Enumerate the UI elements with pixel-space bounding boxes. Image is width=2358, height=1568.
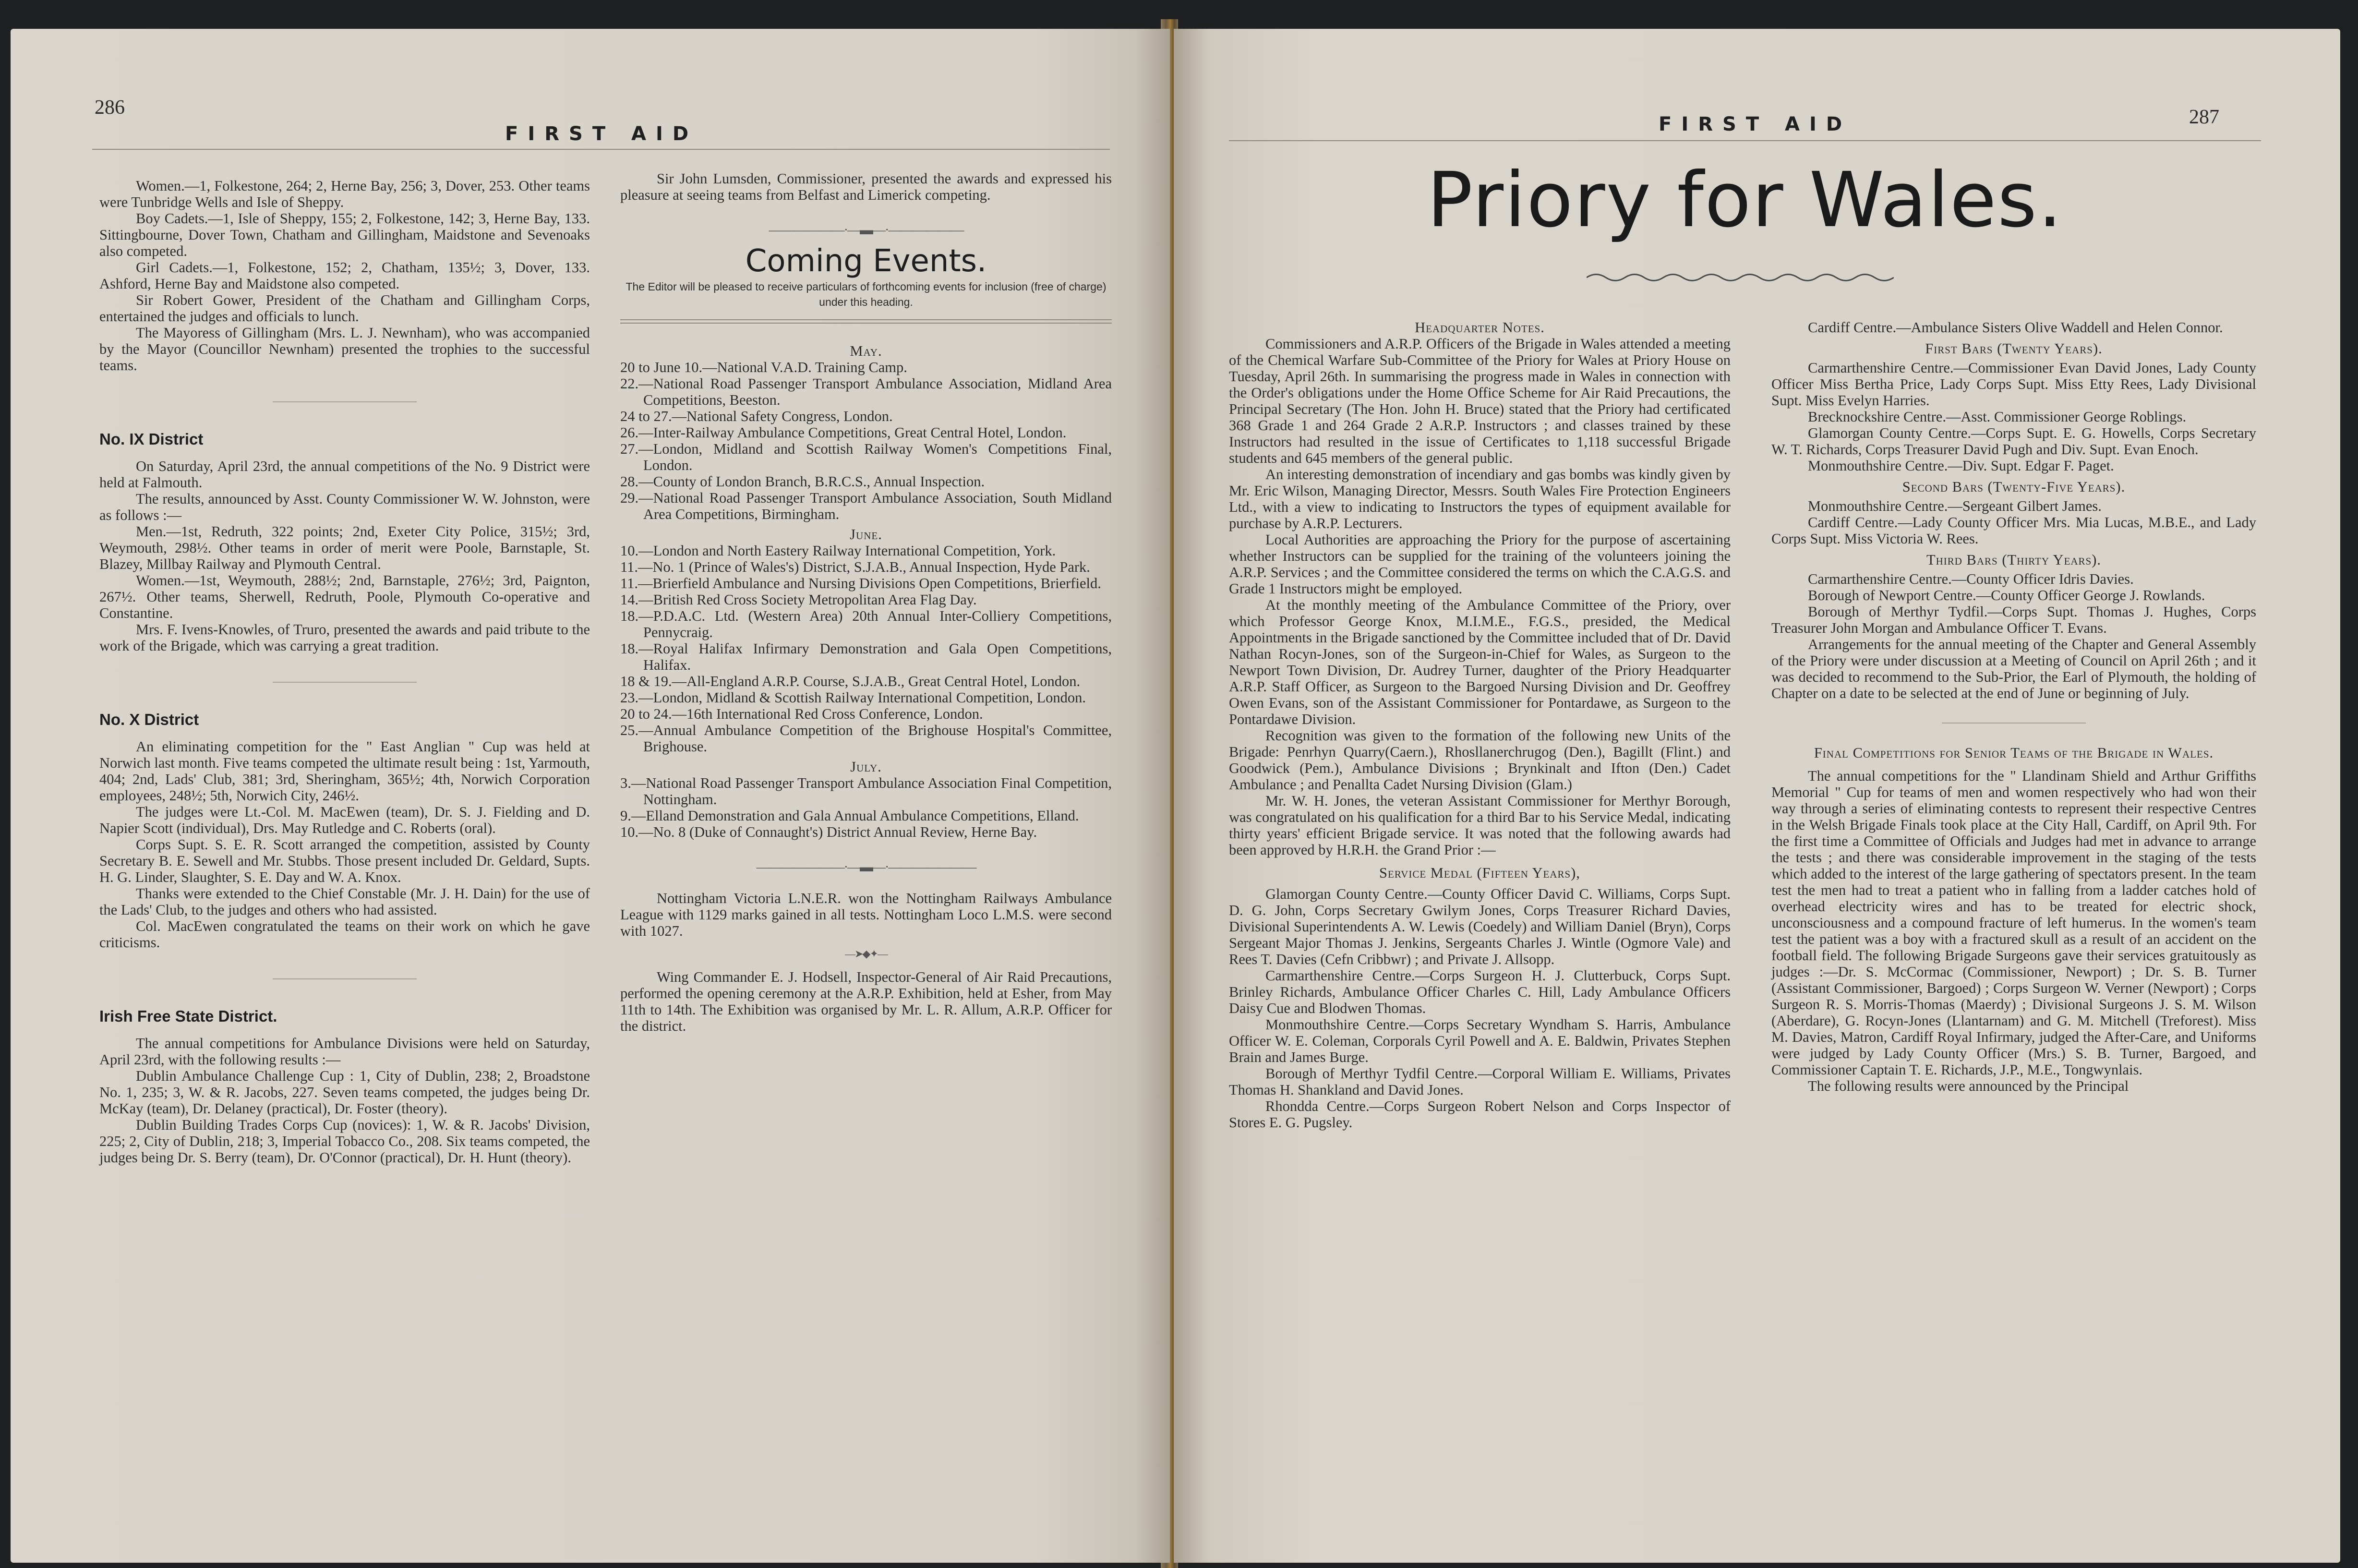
section-heading: Second Bars (Twenty-Five Years). <box>1902 479 2126 495</box>
section-heading: First Bars (Twenty Years). <box>1925 340 2103 357</box>
list-item: 23.—London, Midland & Scottish Railway International Competition, London. <box>620 689 1086 706</box>
coming-events-title: Coming Events. <box>745 243 987 279</box>
list-item: 28.—County of London Branch, B.R.C.S., Annual Inspection. <box>620 473 985 490</box>
paragraph: An eliminating competition for the " East Anglian " Cup was held at Norwich last month. Five teams competed the ultimate result being : 1st, Yarmouth, 404; 2nd, Lads' Club, 381; 3rd, Sheringham, 365½; 4th, Norwich Corporation employees, 248½; 5th, Norwich City, 246½. <box>99 738 590 804</box>
ornament-divider: —➤◆✦— <box>845 948 887 960</box>
paragraph: Cardiff Centre.—Lady County Officer Mrs. Mia Lucas, M.B.E., and Lady Corps Supt. Miss Victoria W. Rees. <box>1771 514 2256 547</box>
paragraph: On Saturday, April 23rd, the annual competitions of the No. 9 District were held at Falmouth. <box>99 458 590 491</box>
list-item: 24 to 27.—National Safety Congress, London. <box>620 408 893 424</box>
header-rule <box>1229 140 2261 141</box>
paragraph: Carmarthenshire Centre.—County Officer Idris Davies. <box>1808 571 2134 587</box>
paragraph: Borough of Newport Centre.—County Officer George J. Rowlands. <box>1808 587 2205 603</box>
paragraph: Wing Commander E. J. Hodsell, Inspector-General of Air Raid Precautions, performed the opening ceremony at the A.R.P. Exhibition, held at Esher, from May 11th to 14th. The Exhibition was organised by Mr. L. R. Allum, A.R.P. Officer for the district. <box>620 969 1112 1034</box>
ornament-divider: ———————·—▬—·——————— <box>756 860 976 875</box>
paragraph: Corps Supt. S. E. R. Scott arranged the competition, assisted by County Secretary B. E. Sewell and Mr. Stubbs. Those present included Dr. Geldard, Supts. H. G. Linder, Slaughter, S. E. Day and W. A. Knox. <box>99 836 590 885</box>
paragraph: The annual competitions for Ambulance Divisions were held on Saturday, April 23rd, with the following results :— <box>99 1035 590 1068</box>
section-heading: No. X District <box>99 711 199 728</box>
paragraph: Col. MacEwen congratulated the teams on their work on which he gave criticisms. <box>99 918 590 951</box>
list-item: 18.—Royal Halifax Infirmary Demonstration and Gala Open Competitions, Halifax. <box>620 640 1112 673</box>
june-events <box>620 543 1112 755</box>
list-item: 10.—No. 8 (Duke of Connaught's) District Annual Review, Herne Bay. <box>620 824 1037 840</box>
month-label: June. <box>850 526 882 543</box>
section-heading: Service Medal (Fifteen Years), <box>1379 865 1580 881</box>
header-rule <box>92 149 1110 150</box>
paragraph: The judges were Lt.-Col. M. MacEwen (team), Dr. S. J. Fielding and D. Napier Scott (individual), Drs. May Rutledge and C. Roberts (oral). <box>99 804 590 836</box>
paragraph: Carmarthenshire Centre.—Corps Surgeon H. J. Clutterbuck, Corps Supt. Brinley Richards, Ambulance Officer Charles C. Hill, Lady Ambulance Officers Daisy Cue and Blodwen Thomas. <box>1229 967 1731 1016</box>
july-events <box>620 775 1112 840</box>
list-item: 26.—Inter-Railway Ambulance Competitions, Great Central Hotel, London. <box>620 424 1067 441</box>
month-label: May. <box>850 343 882 359</box>
paragraph: Nottingham Victoria L.N.E.R. won the Nottingham Railways Ambulance League with 1129 marks gained in all tests. Nottingham Loco L.M.S. were second with 1027. <box>620 890 1112 939</box>
paragraph: Women.—1, Folkestone, 264; 2, Herne Bay, 256; 3, Dover, 253. Other teams were Tunbridge Wells and Isle of Sheppy. <box>99 178 590 210</box>
right-column-1 <box>1229 319 1731 1131</box>
list-item: 11.—No. 1 (Prince of Wales's) District, S.J.A.B., Annual Inspection, Hyde Park. <box>620 559 1090 575</box>
right-page <box>1174 29 2340 1563</box>
paragraph: At the monthly meeting of the Ambulance Committee of the Priory, over which Professor George Knox, M.I.M.E., F.G.S., presided, the Medical Appointments in the Brigade sanctioned by the Committee included that of Dr. David Nathan Rocyn-Jones, son of the Surgeon-in-Chief for Wales, as Surgeon to the Newport Town Division, Dr. Audrey Turner, daughter of the Priory Headquarter A.R.P. Staff Officer, as Surgeon to the Bargoed Nursing Division and Dr. Geoffrey Owen Evans, son of the Assistant Commissioner for Pontardawe, as Surgeon to the Pontardawe Division. <box>1229 597 1731 727</box>
list-item: 9.—Elland Demonstration and Gala Annual Ambulance Competitions, Elland. <box>620 808 1079 824</box>
section-heading: No. IX District <box>99 430 204 448</box>
ornament-divider: ——————·—▬—·—————— <box>769 223 963 238</box>
right-column-2 <box>1771 319 2256 1094</box>
paragraph: Borough of Merthyr Tydfil Centre.—Corporal William E. Williams, Privates Thomas H. Shankland and David Jones. <box>1229 1065 1731 1098</box>
section-heading: Third Bars (Thirty Years). <box>1926 552 2102 568</box>
list-item: 18.—P.D.A.C. Ltd. (Western Area) 20th Annual Inter-Colliery Competitions, Pennycraig. <box>620 608 1112 640</box>
running-head: FIRST AID <box>505 123 698 145</box>
page-title: Priory for Wales. <box>1427 156 2063 244</box>
paragraph: The Mayoress of Gillingham (Mrs. L. J. Newnham), who was accompanied by the Mayor (Councillor Newnham) presented the trophies to the successful teams. <box>99 325 590 374</box>
paragraph: Glamorgan County Centre.—Corps Supt. E. G. Howells, Corps Secretary W. T. Richards, Corps Treasurer David Pugh and Div. Supt. Evan Enoch. <box>1771 425 2256 458</box>
list-item: 10.—London and North Eastery Railway International Competition, York. <box>620 543 1056 559</box>
paragraph: Monmouthshire Centre.—Div. Supt. Edgar F. Paget. <box>1808 458 2114 474</box>
list-item: 3.—National Road Passenger Transport Ambulance Association Final Competition, Nottingham. <box>620 775 1112 808</box>
list-item: 27.—London, Midland and Scottish Railway Women's Competitions Final, London. <box>620 441 1112 473</box>
section-divider <box>273 401 417 402</box>
list-item: 14.—British Red Cross Society Metropolitan Area Flag Day. <box>620 591 977 608</box>
paragraph: Commissioners and A.R.P. Officers of the Brigade in Wales attended a meeting of the Chemical Warfare Sub-Committee of the Priory for Wales at Priory House on Tuesday, April 26th. In summarising the progress made in Wales in connection with the Order's obligations under the Home Office Scheme for Air Raid Precautions, the Principal Secretary (The Hon. John H. Bruce) stated that the Priory had certificated 368 Grade 1 and 264 Grade 2 A.R.P. Instructors ; and classes trained by these Instructors had resulted in the issue of Certificates to 1,118 successful Brigade students and 645 members of the general public. <box>1229 336 1731 466</box>
list-item: 18 & 19.—All-England A.R.P. Course, S.J.A.B., Great Central Hotel, London. <box>620 673 1081 689</box>
paragraph: Glamorgan County Centre.—County Officer David C. Williams, Corps Supt. D. G. John, Corps Secretary Gwilym Jones, Corps Treasurer Richard Davies, Divisional Superintendents A. W. Lewis (Coedely) and William Daniel (Bryn), Corps Sergeant Major Thomas J. Jenkins, Sergeants Charles J. Wintle (Ogmore Vale) and Rees T. Davies (Cefn Cribbwr) ; and Private J. Allsopp. <box>1229 886 1731 967</box>
paragraph: Cardiff Centre.—Ambulance Sisters Olive Waddell and Helen Connor. <box>1808 319 2223 336</box>
section-divider <box>1942 723 2086 724</box>
section-heading: Irish Free State District. <box>99 1007 277 1025</box>
month-label: July. <box>850 759 882 775</box>
paragraph: Rhondda Centre.—Corps Surgeon Robert Nelson and Corps Inspector of Stores E. G. Pugsley. <box>1229 1098 1731 1131</box>
list-item: 25.—Annual Ambulance Competition of the Brighouse Hospital's Committee, Brighouse. <box>620 722 1112 755</box>
paragraph: Monmouthshire Centre.—Corps Secretary Wyndham S. Harris, Ambulance Officer W. E. Coleman, Corporals Cyril Powell and A. E. Baldwin, Privates Stephen Brain and James Burge. <box>1229 1016 1731 1065</box>
paragraph: Dublin Building Trades Corps Cup (novices): 1, W. & R. Jacobs' Division, 225; 2, City of Dublin, 218; 3, Imperial Tobacco Co., 208. Six teams competed, the judges being Dr. S. Berry (team), Dr. O'Connor (practical), Dr. H. Hunt (theory). <box>99 1117 590 1166</box>
paragraph: The annual competitions for the " Llandinam Shield and Arthur Griffiths Memorial " Cup for teams of men and women respectively who had won their way through a series of eliminating contests to represent their respective Centres in the Welsh Brigade Finals took place at the City Hall, Cardiff, on April 9th. For the first time a Committee of Officials and Judges had met in advance to arrange the tests ; and there was considerable improvement in the staging of the tests which added to the interest of the large gathering of spectators present. In the team test the men had to treat a patient who in falling from a ladder catches hold of overhead electricity wires and has to be treated for electric shock, unconsciousness and a compound fracture of left humerus. In the women's team test the patient was a boy with a fractured skull as a result of an accident on the football field. The following Brigade Surgeons gave their services gratuitously as judges :—Dr. S. McCormac (Commissioner, Newport) ; Dr. S. B. Turner (Assistant Commissioner, Bargoed) ; Corps Surgeon W. Verner (Newport) ; Corps Surgeon R. S. Morris-Thomas (Maerdy) ; Divisional Surgeons J. S. M. Wilson (Aberdare), G. Rocyn-Jones (Llantarnam) and G. M. Mitchell (Treforest). Miss M. Davies, Matron, Cardiff Royal Infirmary, judged the After-Care, and Uniforms were judged by Lady County Officer (Mrs.) S. B. Turner, Bargoed, and Commissioner Captain T. E. Richards, J.P., M.E., Tongwynlais. <box>1771 768 2256 1078</box>
list-item: 11.—Brierfield Ambulance and Nursing Divisions Open Competitions, Brierfield. <box>620 575 1101 591</box>
paragraph: Recognition was given to the formation of the following new Units of the Brigade: Penrhyn Quarry(Caern.), Rhosllanerchrugog (Den.), Bagillt (Flint.) and Goodwick (Pem.), Ambulance Divisions ; Brynkinalt and Ifton (Den.) Cadet Ambulance ; and Penallta Cadet Nursing Division (Glam.) <box>1229 727 1731 793</box>
paragraph: Thanks were extended to the Chief Constable (Mr. J. H. Dain) for the use of the Lads' Club, to the judges and others who had assisted. <box>99 885 590 918</box>
paragraph: Dublin Ambulance Challenge Cup : 1, City of Dublin, 238; 2, Broadstone No. 1, 235; 3, W. & R. Jacobs, 227. Seven teams competed, the judges being Dr. McKay (team), Dr. Delaney (practical), Dr. Foster (theory). <box>99 1068 590 1117</box>
paragraph: Men.—1st, Redruth, 322 points; 2nd, Exeter City Police, 315½; 3rd, Weymouth, 298½. Other teams in order of merit were Poole, Barnstaple, St. Blazey, Millbay Railway and Plymouth Central. <box>99 523 590 572</box>
page-number: 287 <box>2189 106 2219 128</box>
title-ornament <box>1587 271 1894 284</box>
paragraph: Girl Cadets.—1, Folkestone, 152; 2, Chatham, 135½; 3, Dover, 133. Ashford, Herne Bay and Maidstone also competed. <box>99 259 590 292</box>
paragraph: Mrs. F. Ivens-Knowles, of Truro, presented the awards and paid tribute to the work of the Brigade, which was carrying a great tradition. <box>99 621 590 654</box>
section-heading: Final Competitions for Senior Teams of the Brigade in Wales. <box>1814 745 2214 761</box>
paragraph: Borough of Merthyr Tydfil.—Corps Supt. Thomas J. Hughes, Corps Treasurer John Morgan and Ambulance Officer T. Evans. <box>1771 603 2256 636</box>
paragraph: Boy Cadets.—1, Isle of Sheppy, 155; 2, Folkestone, 142; 3, Herne Bay, 133. Sittingbourne, Dover Town, Chatham and Gillingham, Maidstone and Sevenoaks also competed. <box>99 210 590 259</box>
list-item: 22.—National Road Passenger Transport Ambulance Association, Midland Area Competitions, Beeston. <box>620 375 1112 408</box>
list-item: 20 to 24.—16th International Red Cross Conference, London. <box>620 706 983 722</box>
section-divider <box>273 978 417 979</box>
paragraph: The following results were announced by the Principal <box>1808 1078 2129 1094</box>
paragraph: Brecknockshire Centre.—Asst. Commissioner George Roblings. <box>1808 409 2187 425</box>
paragraph: Women.—1st, Weymouth, 288½; 2nd, Barnstaple, 276½; 3rd, Paignton, 267½. Other teams, Sherwell, Redruth, Poole, Plymouth Co-operative and Constantine. <box>99 572 590 621</box>
list-item: 20 to June 10.—National V.A.D. Training Camp. <box>620 359 907 375</box>
paragraph: Monmouthshire Centre.—Sergeant Gilbert James. <box>1808 498 2102 514</box>
paragraph: Local Authorities are approaching the Priory for the purpose of ascertaining whether Instructors can be supplied for the training of the volunteers joining the A.R.P. Services ; and the Committee considered the terms on which the C.A.G.S. and Grade 1 Instructors might be employed. <box>1229 531 1731 597</box>
paragraph: Mr. W. H. Jones, the veteran Assistant Commissioner for Merthyr Borough, was congratulated on his qualification for a third Bar to his Service Medal, indicating thirty years' efficient Brigade service. It was noted that the following awards had been approved by H.R.H. the Grand Prior :— <box>1229 793 1731 858</box>
list-item: 29.—National Road Passenger Transport Ambulance Association, South Midland Area Competitions, Birmingham. <box>620 490 1112 522</box>
left-column-1 <box>99 178 590 1166</box>
coming-events-note: The Editor will be pleased to receive particulars of forthcoming events for inclusion (free of charge) under this heading. <box>626 280 1107 308</box>
left-column-2 <box>620 170 1112 1034</box>
double-rule <box>620 319 1112 324</box>
paragraph: Carmarthenshire Centre.—Commissioner Evan David Jones, Lady County Officer Miss Bertha Price, Lady Corps Supt. Miss Etty Rees, Lady Divisional Supt. Miss Evelyn Harries. <box>1771 360 2256 409</box>
paragraph: The results, announced by Asst. County Commissioner W. W. Johnston, were as follows :— <box>99 491 590 523</box>
running-head: FIRST AID <box>1659 113 1852 135</box>
paragraph: Sir Robert Gower, President of the Chatham and Gillingham Corps, entertained the judges and officials to lunch. <box>99 292 590 325</box>
left-page <box>11 29 1170 1563</box>
page-number: 286 <box>95 96 125 119</box>
paragraph: Sir John Lumsden, Commissioner, presented the awards and expressed his pleasure at seeing teams from Belfast and Limerick competing. <box>620 170 1112 203</box>
paragraph: Arrangements for the annual meeting of the Chapter and General Assembly of the Priory were under discussion at a Meeting of Council on April 26th ; and it was decided to recommend to the Sub-Prior, the Earl of Plymouth, the holding of Chapter on a date to be selected at the end of June or beginning of July. <box>1771 636 2256 701</box>
may-events <box>620 359 1112 522</box>
section-divider <box>273 682 417 683</box>
paragraph: An interesting demonstration of incendiary and gas bombs was kindly given by Mr. Eric Wilson, Managing Director, Messrs. South Wales Fire Protection Engineers Ltd., with a view to indicating to Instructors the types of equipment available for purchase by A.R.P. Lecturers. <box>1229 466 1731 531</box>
section-heading: Headquarter Notes. <box>1415 319 1545 336</box>
